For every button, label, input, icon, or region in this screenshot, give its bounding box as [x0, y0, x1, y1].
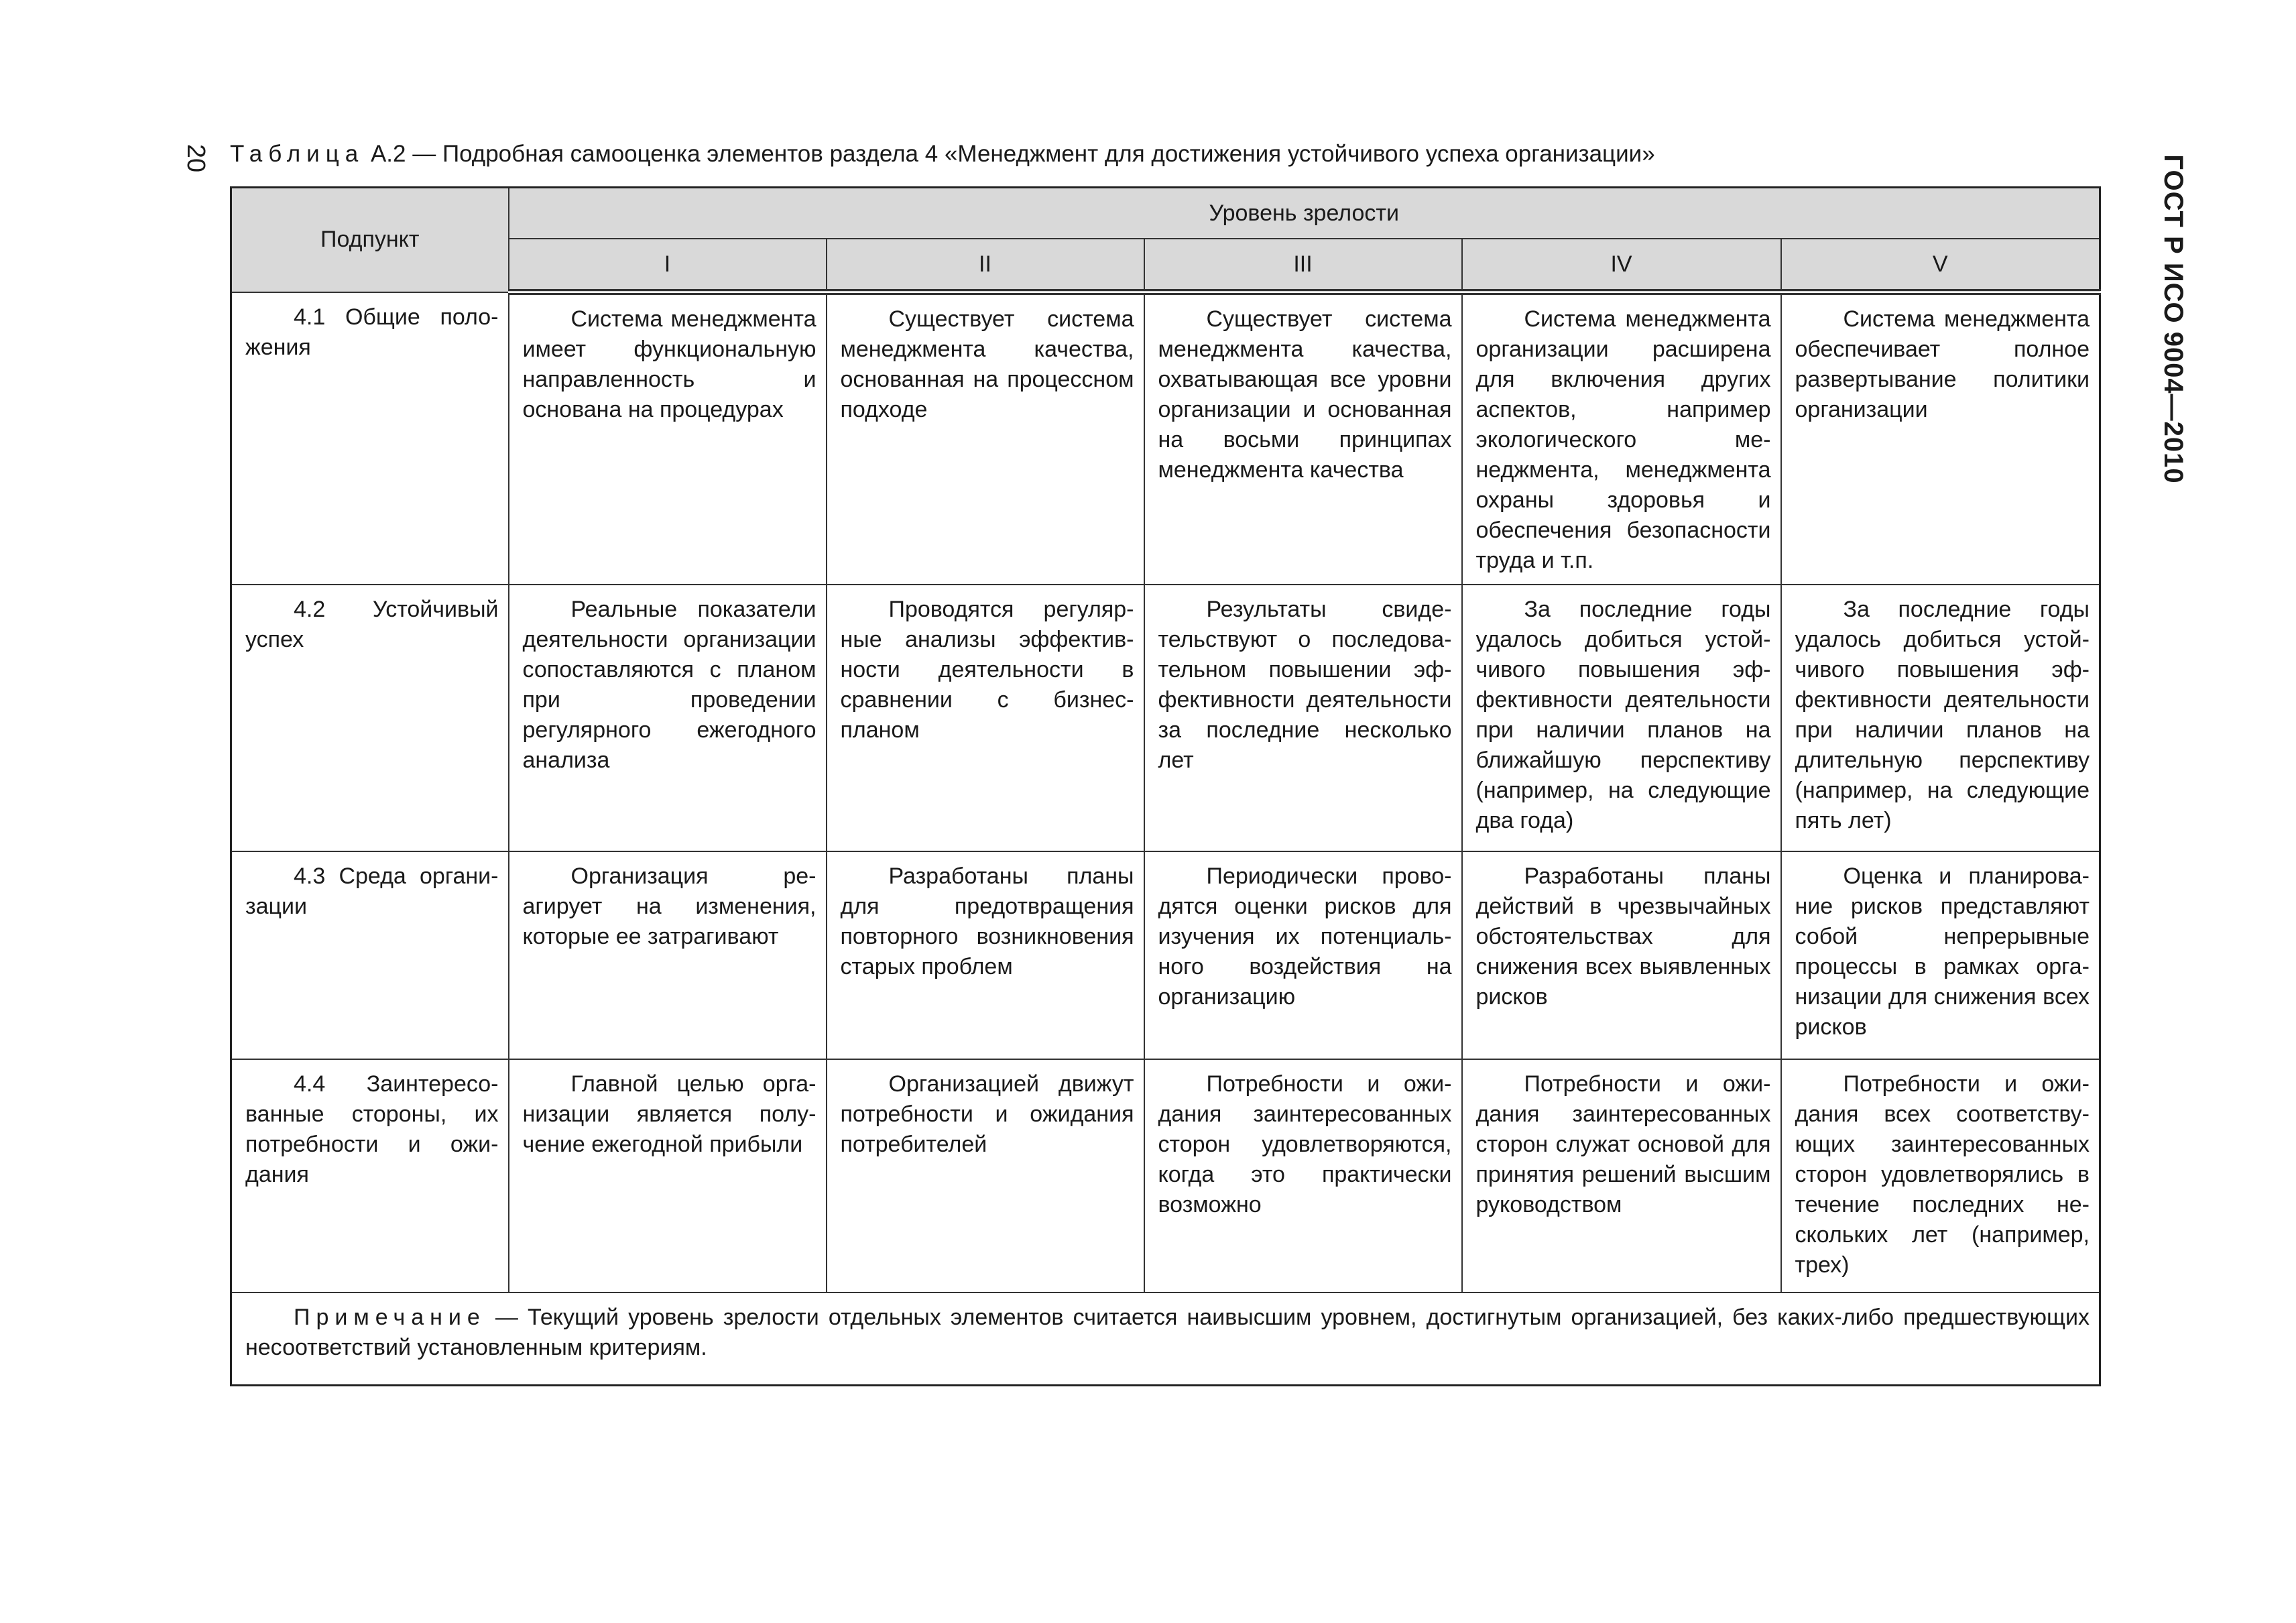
cell-level-4: Система менеджмента организации расширена для включения других аспектов, например экологического менеджмента, менеджмента охраны здоровья и обеспечения безопасности труда и т.п.: [1462, 292, 1781, 585]
row-subclause: 4.1 Общие положения: [231, 292, 509, 585]
cell-level-1: Реальные показатели деятельности организации сопоставляются с планом при проведении регулярного ежегодного анализа: [509, 585, 827, 851]
cell-level-3: Существует система менеджмента качества, охватывающая все уровни организации и основанная на восьми принципах менеджмента качества: [1144, 292, 1462, 585]
header-level-3: III: [1144, 239, 1462, 292]
header-maturity-level: Уровень зрелости: [509, 188, 2100, 239]
cell-level-4: За последние годы удалось добиться устойчивого повышения эффективности деятельности при наличии планов на ближайшую перспективу (например, на следующие два года): [1462, 585, 1781, 851]
cell-level-1: Организация реагирует на изменения, которые ее затрагивают: [509, 851, 827, 1059]
cell-level-1: Система менеджмента имеет функциональную направленность и основана на процедурах: [509, 292, 827, 585]
header-level-5: V: [1781, 239, 2100, 292]
cell-level-5: Потребности и ожидания всех соответствующих заинтересованных сторон удовлетворялись в течение последних нескольких лет (например, трех): [1781, 1059, 2100, 1293]
table-row: [231, 851, 2100, 1059]
cell-level-4: Потребности и ожидания заинтересованных сторон служат основой для принятия решений высшим руководством: [1462, 1059, 1781, 1293]
cell-level-2: Разработаны планы для предотвращения повторного возникновения старых проблем: [827, 851, 1144, 1059]
table-caption: [230, 138, 1655, 170]
self-assessment-table: [230, 186, 2101, 1386]
cell-level-4: Разработаны планы действий в чрезвычайных обстоятельствах для снижения всех выявленных рисков: [1462, 851, 1781, 1059]
row-subclause: 4.2 Устойчивый успех: [231, 585, 509, 851]
cell-level-3: Результаты свидетельствуют о последовательном повышении эффективности деятельности за последние несколько лет: [1144, 585, 1462, 851]
note-text: — Текущий уровень зрелости отдельных элементов считается наивысшим уровнем, достигнутым организацией, без каких-либо предшествующих несоответствий установленным критериям.: [245, 1305, 2090, 1360]
cell-level-5: За последние годы удалось добиться устойчивого повышения эффективности деятельности при наличии планов на длительную перспективу (например, на следующие пять лет): [1781, 585, 2100, 851]
note-label: Примечание: [294, 1305, 486, 1330]
header-level-2: II: [827, 239, 1144, 292]
header-level-1: I: [509, 239, 827, 292]
cell-level-1: Главной целью организации является получение ежегодной прибыли: [509, 1059, 827, 1293]
table-row: [231, 292, 2100, 585]
table-caption-label: Таблица: [230, 141, 365, 167]
page-number: 20: [182, 143, 210, 173]
row-subclause: 4.4 Заинтересованные стороны, их потребности и ожидания: [231, 1059, 509, 1293]
document-code: ГОСТ Р ИСО 9004—2010: [2159, 154, 2188, 484]
cell-level-3: Периодически проводятся оценки рисков для изучения их потенциального воздействия на организацию: [1144, 851, 1462, 1059]
table-row: [231, 1059, 2100, 1293]
table-note: [231, 1293, 2100, 1386]
table-caption-text: А.2 — Подробная самооценка элементов раздела 4 «Менеджмент для достижения устойчивого успеха организации»: [364, 141, 1655, 167]
cell-level-5: Система менеджмента обеспечивает полное развертывание политики организации: [1781, 292, 2100, 585]
table-note-row: [231, 1293, 2100, 1386]
table-row: [231, 585, 2100, 851]
cell-level-5: Оценка и планирование рисков представляют собой непрерывные процессы в рамках организации для снижения всех рисков: [1781, 851, 2100, 1059]
cell-level-2: Существует система менеджмента качества, основанная на процессном подходе: [827, 292, 1144, 585]
cell-level-3: Потребности и ожидания заинтересованных сторон удовлетворяются, когда это практически возможно: [1144, 1059, 1462, 1293]
header-level-4: IV: [1462, 239, 1781, 292]
cell-level-2: Проводятся регулярные анализы эффективности деятельности в сравнении с бизнес-планом: [827, 585, 1144, 851]
header-subclause: Подпункт: [231, 188, 509, 292]
cell-level-2: Организацией движут потребности и ожидания потребителей: [827, 1059, 1144, 1293]
row-subclause: 4.3 Среда организации: [231, 851, 509, 1059]
